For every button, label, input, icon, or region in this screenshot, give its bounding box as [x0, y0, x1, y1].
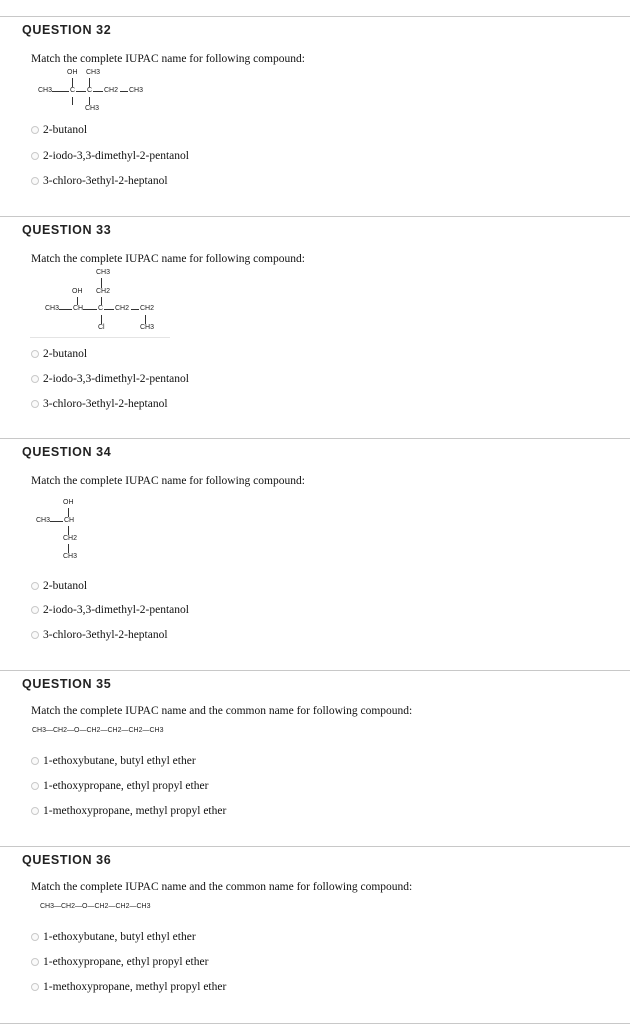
question-title: QUESTION 33	[22, 223, 112, 237]
chemical-formula: CH3—CH2—O—CH2—CH2—CH3	[40, 903, 151, 910]
option-label: 2-iodo-3,3-dimethyl-2-pentanol	[43, 604, 189, 616]
question-title: QUESTION 36	[22, 853, 112, 867]
radio-button[interactable]	[31, 126, 39, 134]
radio-button[interactable]	[31, 177, 39, 185]
option-2-iodo-3-3-dimethyl-2-pentanol[interactable]	[31, 149, 189, 163]
question-prompt: Match the complete IUPAC name and the common name for following compound:	[31, 881, 413, 893]
question-title: QUESTION 34	[22, 445, 112, 459]
question-prompt: Match the complete IUPAC name for following compound:	[31, 253, 305, 265]
radio-button[interactable]	[31, 983, 39, 991]
option-3-chloro-3ethyl-2-heptanol[interactable]	[31, 628, 168, 642]
radio-button[interactable]	[31, 400, 39, 408]
question-prompt: Match the complete IUPAC name and the common name for following compound:	[31, 705, 413, 717]
option-1-methoxypropane[interactable]	[31, 804, 226, 818]
question-35	[0, 670, 630, 847]
radio-button[interactable]	[31, 606, 39, 614]
option-1-ethoxypropane[interactable]	[31, 779, 208, 793]
question-title: QUESTION 32	[22, 23, 112, 37]
question-32	[0, 16, 630, 217]
option-label: 1-ethoxybutane, butyl ethyl ether	[43, 931, 196, 943]
option-3-chloro-3ethyl-2-heptanol[interactable]	[31, 174, 168, 188]
radio-button[interactable]	[31, 582, 39, 590]
option-label: 3-chloro-3ethyl-2-heptanol	[43, 629, 168, 641]
option-label: 2-butanol	[43, 124, 88, 136]
option-label: 1-ethoxybutane, butyl ethyl ether	[43, 755, 196, 767]
option-label: 1-ethoxypropane, ethyl propyl ether	[43, 780, 209, 792]
radio-button[interactable]	[31, 757, 39, 765]
option-2-butanol[interactable]	[31, 579, 87, 593]
radio-button[interactable]	[31, 631, 39, 639]
radio-button[interactable]	[31, 375, 39, 383]
option-2-butanol[interactable]	[31, 347, 87, 361]
radio-button[interactable]	[31, 958, 39, 966]
divider	[30, 337, 170, 338]
chemical-formula: CH3—CH2—O—CH2—CH2—CH2—CH3	[32, 727, 164, 734]
option-2-iodo-3-3-dimethyl-2-pentanol[interactable]	[31, 372, 189, 386]
chemical-structure: OH CH3 CH CH2 CH3	[36, 499, 78, 560]
option-3-chloro-3ethyl-2-heptanol[interactable]	[31, 397, 168, 411]
radio-button[interactable]	[31, 807, 39, 815]
question-34	[0, 438, 630, 671]
option-label: 1-ethoxypropane, ethyl propyl ether	[43, 956, 209, 968]
question-36	[0, 846, 630, 1024]
option-2-iodo-3-3-dimethyl-2-pentanol[interactable]	[31, 603, 189, 617]
question-33	[0, 216, 630, 439]
radio-button[interactable]	[31, 782, 39, 790]
option-2-butanol[interactable]	[31, 123, 87, 137]
chemical-structure: CH3 OH CH2 CH3 CH C CH2 CH2 Cl CH3	[45, 269, 155, 331]
question-prompt: Match the complete IUPAC name for following compound:	[31, 475, 305, 487]
option-1-methoxypropane[interactable]	[31, 980, 226, 994]
option-label: 3-chloro-3ethyl-2-heptanol	[43, 398, 168, 410]
option-label: 2-iodo-3,3-dimethyl-2-pentanol	[43, 373, 189, 385]
option-label: 2-iodo-3,3-dimethyl-2-pentanol	[43, 150, 189, 162]
option-1-ethoxybutane[interactable]	[31, 754, 196, 768]
chemical-structure: OH CH3 CH3 C C CH2 CH3 CH3	[38, 69, 144, 112]
option-label: 1-methoxypropane, methyl propyl ether	[43, 981, 227, 993]
option-label: 2-butanol	[43, 580, 88, 592]
radio-button[interactable]	[31, 933, 39, 941]
question-title: QUESTION 35	[22, 677, 112, 691]
option-label: 3-chloro-3ethyl-2-heptanol	[43, 175, 168, 187]
option-1-ethoxybutane[interactable]	[31, 930, 196, 944]
question-prompt: Match the complete IUPAC name for following compound:	[31, 53, 305, 65]
option-label: 2-butanol	[43, 348, 88, 360]
option-label: 1-methoxypropane, methyl propyl ether	[43, 805, 227, 817]
radio-button[interactable]	[31, 152, 39, 160]
option-1-ethoxypropane[interactable]	[31, 955, 208, 969]
radio-button[interactable]	[31, 350, 39, 358]
